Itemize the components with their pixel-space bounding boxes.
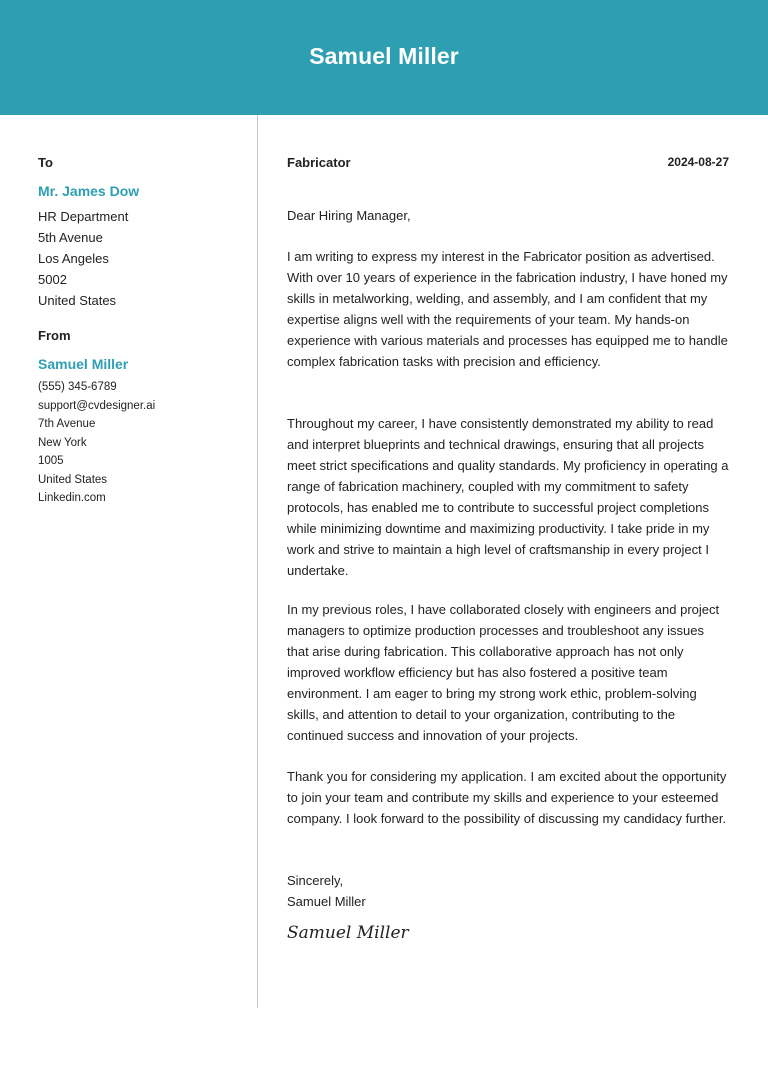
sender-email: support@cvdesigner.ai: [38, 399, 156, 412]
letter-paragraph: In my previous roles, I have collaborated closely with engineers and project managers to optimize production processes and troubleshoot any issues that arise during fabrication. This collaborative approach has not only improved workflow efficiency but has also fostered a positive team environment. I am eager to bring my strong work ethic, problem-solving skills, and attention to detail to your organization, contributing to the continued success and innovation of your projects.: [287, 602, 720, 743]
sender-phone: (555) 345-6789: [38, 381, 117, 393]
signature: Samuel Miller: [287, 923, 409, 943]
recipient-name: Mr. James Dow: [38, 183, 140, 199]
page-header: [0, 0, 768, 115]
sender-postal-code: 1005: [38, 455, 64, 467]
letter-date: 2024-08-27: [667, 155, 729, 169]
sender-city: New York: [38, 436, 87, 449]
letter-paragraph: I am writing to express my interest in the Fabricator position as advertised. With over 10 years of experience in the fabrication industry, I have honed my skills in metalworking, welding, and assembly, and I am confident that my expertise aligns well with the requirements of your team. My hands-on experience with various materials and processes has equipped me to handle complex fabrication tasks with precision and efficiency.: [287, 249, 728, 369]
closing-name: Samuel Miller: [287, 894, 366, 909]
sender-linkedin: Linkedin.com: [38, 492, 106, 504]
salutation: Dear Hiring Manager,: [287, 208, 411, 223]
job-title: Fabricator: [287, 155, 351, 170]
sender-name: Samuel Miller: [38, 356, 129, 372]
closing: Sincerely,: [287, 873, 344, 888]
sender-street: 7th Avenue: [38, 418, 96, 430]
sender-country: United States: [38, 473, 108, 486]
recipient-department: HR Department: [38, 209, 129, 224]
recipient-street: 5th Avenue: [38, 230, 103, 245]
letter-paragraph: Thank you for considering my application. I am excited about the opportunity to join your team and contribute my skills and experience to your esteemed company. I look forward to the possibility of discussing my candidacy further.: [287, 769, 727, 826]
to-label: To: [38, 155, 53, 170]
applicant-name-title: Samuel Miller: [309, 43, 459, 69]
recipient-country: United States: [38, 293, 117, 308]
column-divider: [257, 115, 258, 1008]
letter-paragraph: Throughout my career, I have consistently demonstrated my ability to read and interpret blueprints and technical drawings, ensuring that all projects meet strict specifications and quality standards. My proficiency in operating a range of fabrication machinery, coupled with my commitment to safety protocols, has enabled me to contribute to successful project completions while minimizing downtime and maximizing productivity. I take pride in my work and strive to maintain a high level of craftsmanship in every project I undertake.: [287, 416, 729, 578]
recipient-address: [38, 206, 128, 311]
recipient-postal-code: 5002: [38, 272, 67, 287]
recipient-city: Los Angeles: [38, 251, 109, 266]
from-label: From: [38, 328, 71, 343]
sender-contact: [38, 378, 155, 508]
